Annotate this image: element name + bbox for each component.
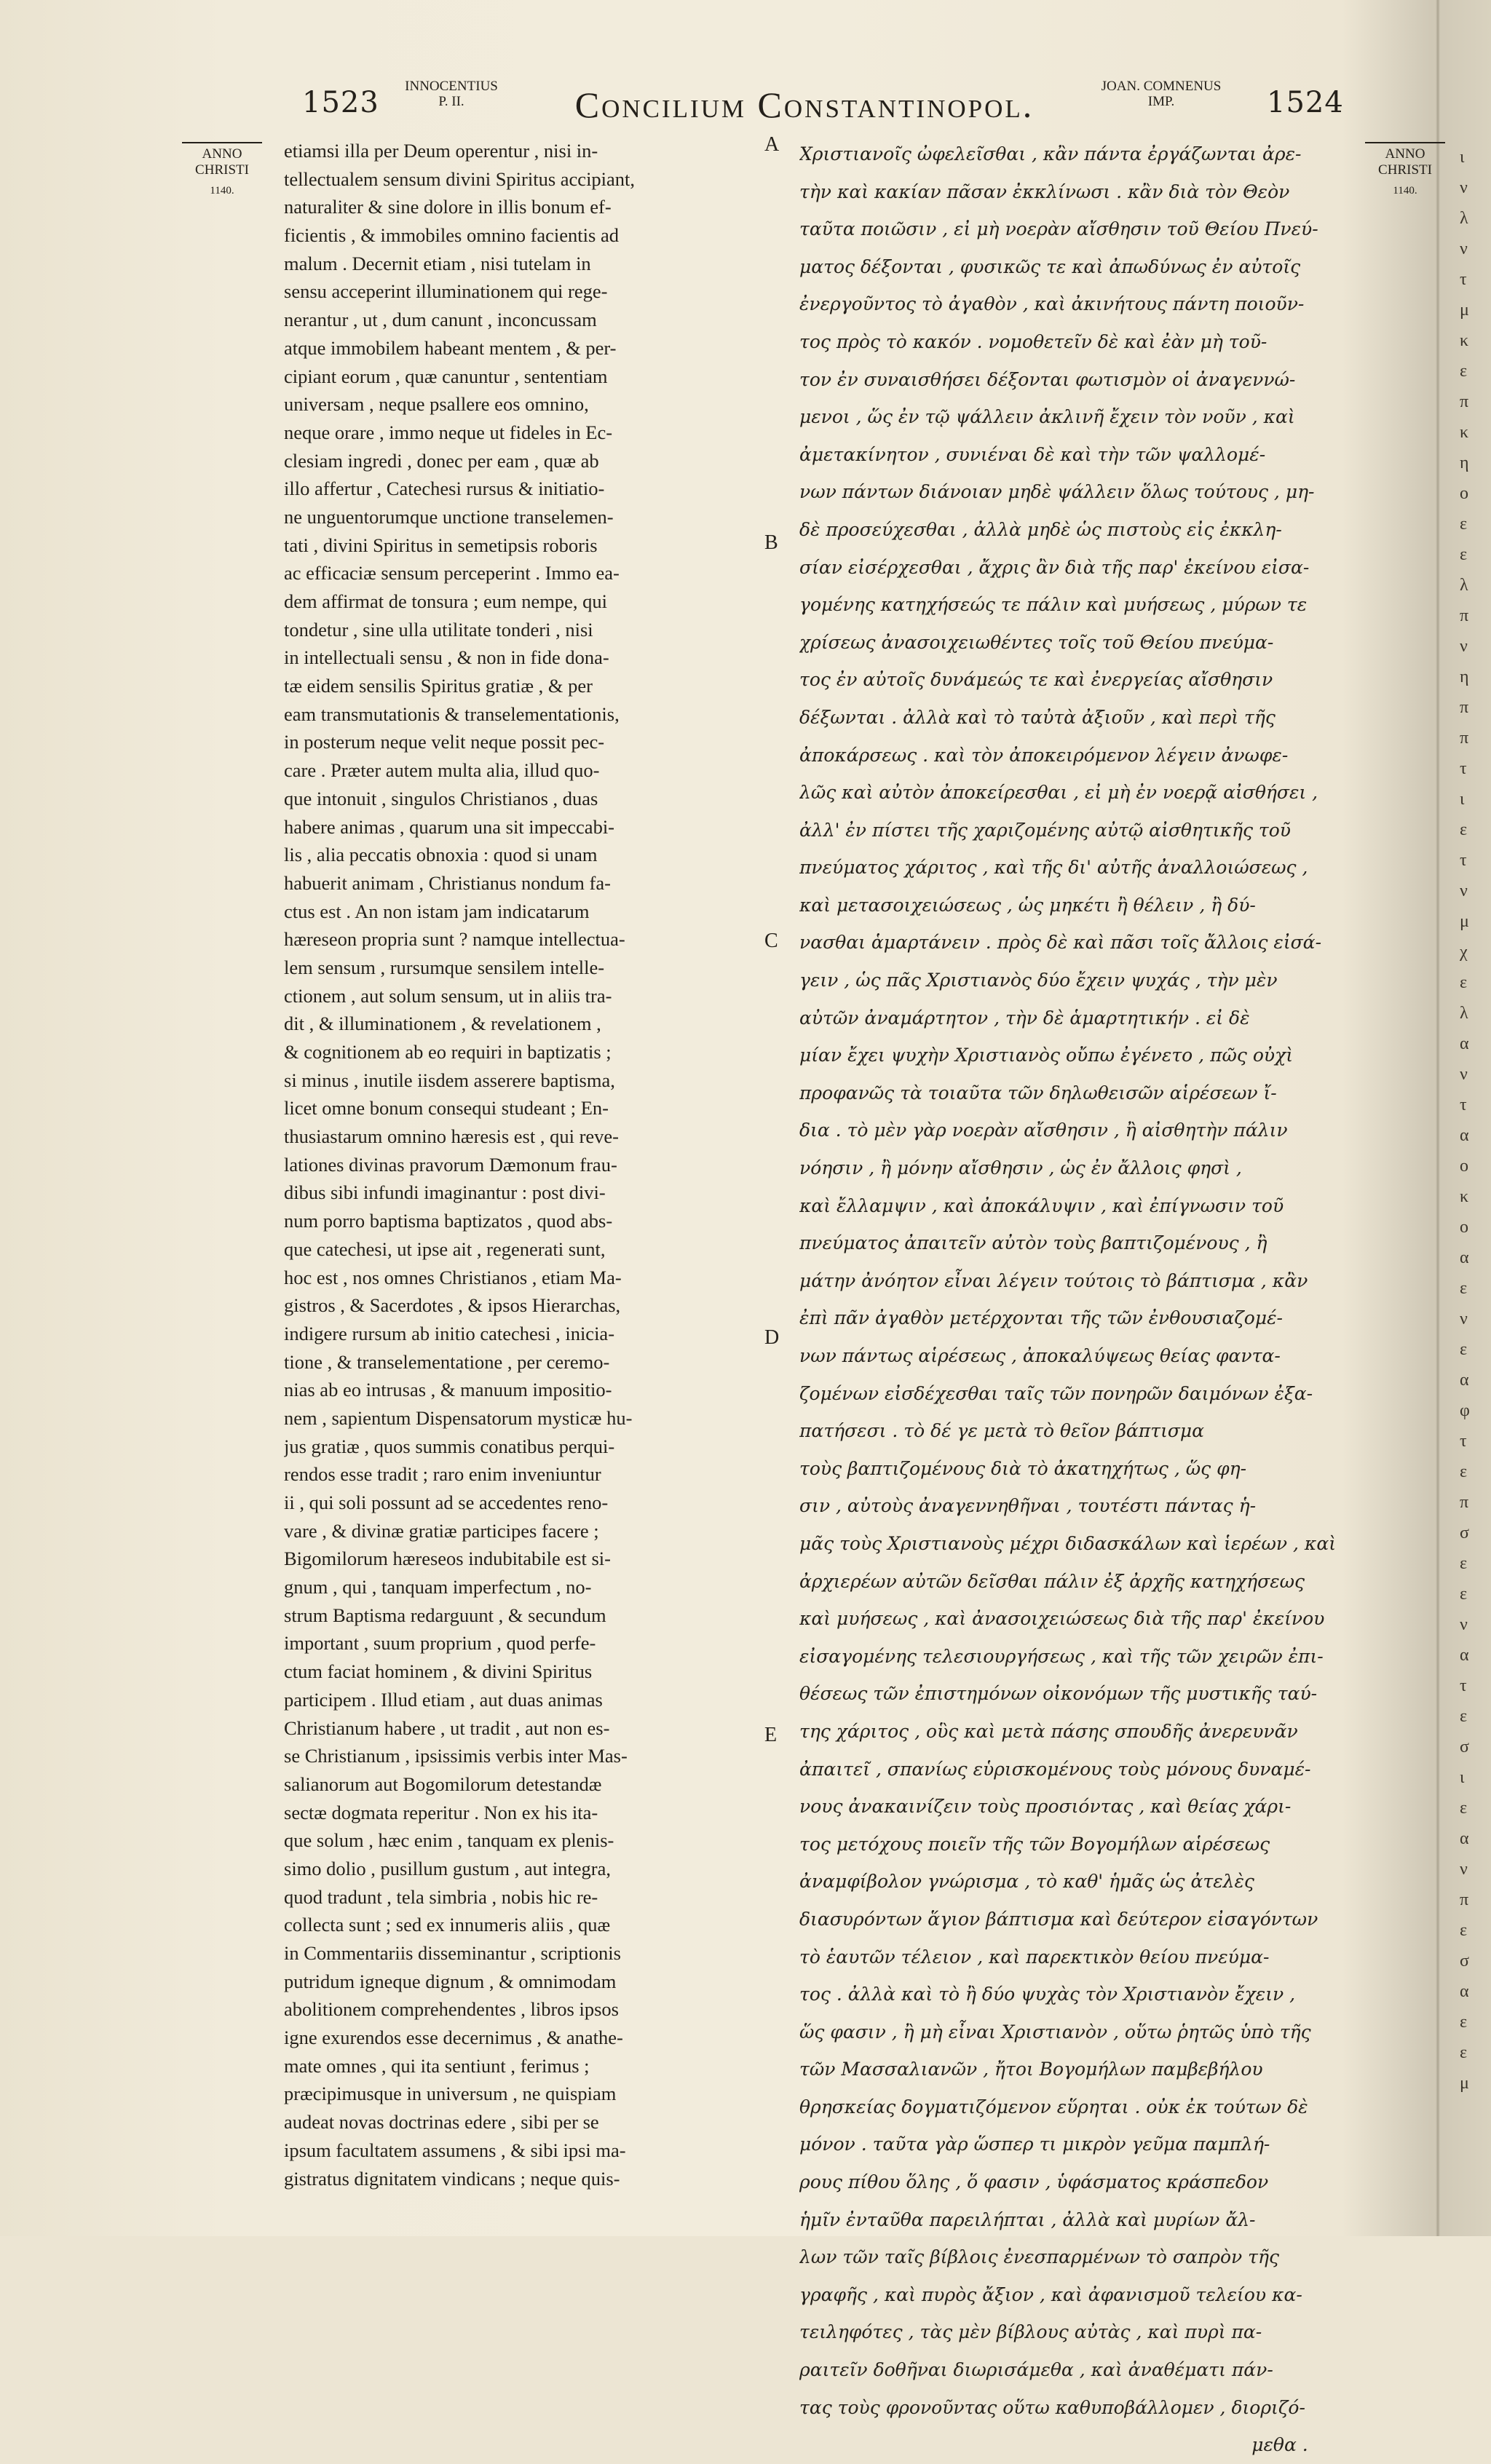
margin-note-right-anno: ANNO xyxy=(1385,146,1425,162)
latin-text-line: mate omnes , qui ita sentiunt , ferimus ; xyxy=(284,2054,590,2077)
latin-text-line: rendos esse tradit ; raro enim inveniuntur xyxy=(284,1463,601,1486)
greek-text-line: νασθαι ἁμαρτάνειν . πρὸς δὲ καὶ πᾶσι τοῖς ἄλλοις εἰσά- xyxy=(799,932,1322,954)
section-letter-e: E xyxy=(764,1724,778,1746)
greek-text-line: της χάριτος , οὓς καὶ μετὰ πάσης σπουδῆς ἀνερευνᾶν xyxy=(799,1720,1298,1742)
edge-fragment: ε xyxy=(1460,2043,1468,2062)
latin-text-line: in posterum neque velit neque possit pec- xyxy=(284,731,605,753)
latin-text-line: tellectualem sensum divini Spiritus accipiant, xyxy=(284,167,636,190)
header-emperor-title: IMP. xyxy=(1147,94,1175,109)
greek-text-line: τος μετόχους ποιεῖν τῆς τῶν Βογομήλων αἱρέσεως xyxy=(799,1833,1270,1855)
greek-text-line: ἀρχιερέων αὐτῶν δεῖσθαι πάλιν ἐξ ἀρχῆς κατηχήσεως xyxy=(799,1570,1305,1592)
edge-fragment: ν xyxy=(1460,637,1468,656)
latin-text-line: in intellectuali sensu , & non in fide dona- xyxy=(284,646,609,669)
page-number-right: 1524 xyxy=(1267,86,1344,119)
header-pope-number: P. II. xyxy=(438,94,464,109)
edge-fragment: ν xyxy=(1460,882,1468,900)
edge-fragment: η xyxy=(1460,668,1469,686)
edge-fragment: σ xyxy=(1460,1952,1469,1970)
greek-text-line: ταῦτα ποιῶσιν , εἰ μὴ νοερὰν αἴσθησιν τοῦ Θείου Πνεύ- xyxy=(799,218,1318,240)
edge-fragment: α xyxy=(1460,1126,1469,1145)
latin-text-line: vare , & divinæ gratiæ participes facere ; xyxy=(284,1519,599,1542)
edge-fragment: σ xyxy=(1460,1738,1469,1756)
edge-fragment: ε xyxy=(1460,1585,1468,1604)
latin-text-line: dibus sibi infundi imaginantur : post divi- xyxy=(284,1181,606,1204)
greek-text-line: ματος δέξονται , φυσικῶς τε καὶ ἀπωδύνως ἐν αὐτοῖς xyxy=(799,255,1301,277)
latin-text-line: audeat novas doctrinas edere , sibi per se xyxy=(284,2111,599,2134)
greek-text-line: νόησιν , ἢ μόνην αἴσθησιν , ὡς ἐν ἄλλοις φησὶ , xyxy=(799,1157,1242,1179)
greek-text-line: ραιτεῖν δοθῆναι διωρισάμεθα , καὶ ἀναθέματι πάν- xyxy=(799,2359,1273,2381)
latin-text-line: gnum , qui , tanquam imperfectum , no- xyxy=(284,1576,592,1599)
edge-fragment: ο xyxy=(1460,1157,1468,1176)
margin-note-left-year: 1140. xyxy=(210,185,234,197)
latin-text-line: lem sensum , rursumque sensilem intelle- xyxy=(284,956,605,978)
margin-note-left xyxy=(182,142,262,199)
latin-text-line: atque immobilem habeant mentem , & per- xyxy=(284,336,617,359)
edge-fragment: η xyxy=(1460,453,1469,472)
header-emperor-name: JOAN. COMNENUS xyxy=(1101,79,1222,94)
greek-text-line: τῶν Μασσαλιανῶν , ἤτοι Βογομήλων παμβεβήλου xyxy=(799,2059,1263,2080)
latin-text-line: ctum faciat hominem , & divini Spiritus xyxy=(284,1660,593,1683)
latin-text-line: ne unguentorumque unctione transelemen- xyxy=(284,505,614,528)
edge-fragment: μ xyxy=(1460,912,1469,931)
latin-text-line: important , suum proprium , quod perfe- xyxy=(284,1632,596,1655)
latin-text-line: care . Præter autem multa alia, illud quo- xyxy=(284,759,600,782)
latin-text-line: etiamsi illa per Deum operentur , nisi in- xyxy=(284,140,598,162)
latin-text-line: habere animas , quarum una sit impeccabi- xyxy=(284,815,615,838)
greek-text-line: διασυρόντων ἅγιον βάπτισμα καὶ δεύτερον εἰσαγόντων xyxy=(799,1908,1318,1930)
greek-text-line: Χριστιανοῖς ὠφελεῖσθαι , κἂν πάντα ἐργάζωνται ἀρε- xyxy=(799,143,1302,165)
greek-text-line: γειν , ὡς πᾶς Χριστιανὸς δύο ἔχειν ψυχάς , τὴν μὲν xyxy=(799,970,1278,991)
latin-text-line: indigere rursum ab initio catechesi , inicia- xyxy=(284,1322,615,1344)
edge-fragment: ε xyxy=(1460,545,1468,564)
greek-text-line: χρίσεως ἀνασοιχειωθέντες τοῖς τοῦ Θείου πνεύμα- xyxy=(799,631,1274,653)
latin-text-line: nerantur , ut , dum canunt , inconcussam xyxy=(284,309,597,331)
latin-text-column xyxy=(284,137,786,2192)
latin-text-line: nem , sapientum Dispensatorum mysticæ hu- xyxy=(284,1406,633,1429)
edge-fragment: ε xyxy=(1460,1279,1468,1298)
greek-text-line: τος πρὸς τὸ κακόν . νομοθετεῖν δὲ καὶ ἐὰν μὴ τοῦ- xyxy=(799,330,1267,352)
latin-text-line: sectæ dogmata reperitur . Non ex his ita- xyxy=(284,1801,598,1823)
greek-text-line: λων τῶν ταῖς βίβλοις ἐνεσπαρμένων τὸ σαπρὸν τῆς xyxy=(799,2246,1279,2268)
latin-text-line: ipsum facultatem assumens , & sibi ipsi ma- xyxy=(284,2139,626,2161)
greek-text-line: τος ἐν αὐτοῖς δυνάμεώς τε καὶ ἐνεργείας αἴσθησιν xyxy=(799,669,1273,691)
greek-text-line: δὲ προσεύχεσθαι , ἀλλὰ μηδὲ ὡς πιστοὺς εἰς ἐκκλη- xyxy=(799,518,1282,540)
greek-text-column xyxy=(799,135,1353,2464)
edge-fragment: ε xyxy=(1460,973,1468,992)
latin-text-line: que catechesi, ut ipse ait , regenerati sunt, xyxy=(284,1237,606,1260)
margin-note-right-year: 1140. xyxy=(1393,185,1417,197)
greek-text-line: σιν , αὐτοὺς ἀναγεννηθῆναι , τουτέστι πάντας ἡ- xyxy=(799,1495,1257,1517)
greek-text-line: θέσεως τῶν ἐπιστημόνων οἰκονόμων τῆς μυστικῆς ταύ- xyxy=(799,1683,1318,1705)
greek-text-line: θρησκείας δογματιζόμενον εὕρηται . οὐκ ἐκ τούτων δὲ xyxy=(799,2096,1308,2118)
edge-fragment: ε xyxy=(1460,1462,1468,1481)
greek-text-line: τὴν καὶ κακίαν πᾶσαν ἐκκλίνωσι . κἂν διὰ τὸν Θεὸν xyxy=(799,181,1290,202)
greek-text-line: ὥς φασιν , ἢ μὴ εἶναι Χριστιανὸν , οὕτω ῥητῶς ὑπὸ τῆς xyxy=(799,2021,1311,2043)
latin-text-line: thusiastarum omnino hæresis est , qui reve- xyxy=(284,1125,619,1148)
margin-note-left-christi: CHRISTI xyxy=(195,162,249,178)
greek-text-line: τον ἐν συναισθήσει δέξονται φωτισμὸν οἱ ἀναγεννώ- xyxy=(799,368,1296,390)
greek-text-line: γραφῆς , καὶ πυρὸς ἄξιον , καὶ ἀφανισμοῦ τελείου κα- xyxy=(799,2283,1302,2305)
edge-fragment: ε xyxy=(1460,362,1468,381)
latin-text-line: salianorum aut Bogomilorum detestandæ xyxy=(284,1772,602,1795)
latin-text-line: naturaliter & sine dolore in illis bonum ef- xyxy=(284,196,612,218)
greek-text-line: νους ἀνακαινίζειν τοὺς προσιόντας , καὶ θείας χάρι- xyxy=(799,1796,1292,1818)
latin-text-line: tæ eidem sensilis Spiritus gratiæ , & per xyxy=(284,675,593,697)
greek-text-line: τοὺς βαπτιζομένους διὰ τὸ ἀκατηχήτως , ὥς φη- xyxy=(799,1457,1247,1479)
latin-text-line: malum . Decernit etiam , nisi tutelam in xyxy=(284,252,591,274)
latin-text-line: clesiam ingredi , donec per eam , quæ ab xyxy=(284,449,599,472)
greek-text-line: προφανῶς τὰ τοιαῦτα τῶν δηλωθεισῶν αἱρέσεων ἴ- xyxy=(799,1082,1277,1104)
latin-text-line: jus gratiæ , quos summis conatibus perqui- xyxy=(284,1435,615,1457)
section-letter-b: B xyxy=(764,531,778,554)
latin-text-line: abolitionem comprehendentes , libros ipsos xyxy=(284,1998,619,2021)
edge-fragment: σ xyxy=(1460,1524,1469,1542)
greek-text-line: ρους πίθου ὅλης , ὅ φασιν , ὑφάσματος κράσπεδον xyxy=(799,2171,1269,2193)
latin-text-line: lationes divinas pravorum Dæmonum frau- xyxy=(284,1153,617,1176)
latin-text-line: tione , & transelementatione , per ceremo- xyxy=(284,1350,610,1373)
greek-text-line: αὐτῶν ἀναμάρτητον , τὴν δὲ ἁμαρτητικήν . εἰ δὲ xyxy=(799,1007,1250,1029)
edge-fragment: κ xyxy=(1460,423,1469,442)
edge-fragment: ο xyxy=(1460,484,1468,503)
edge-fragment: ν xyxy=(1460,1860,1468,1879)
greek-text-line: μεθα . xyxy=(1251,2434,1308,2456)
greek-text-line: σίαν εἰσέρχεσθαι , ἄχρις ἂν διὰ τῆς παρ' ἐκείνου εἰσα- xyxy=(799,556,1310,578)
latin-text-line: simo dolio , pusillum gustum , aut integra, xyxy=(284,1857,612,1879)
edge-fragment: ε xyxy=(1460,1554,1468,1573)
latin-text-line: participem . Illud etiam , aut duas animas xyxy=(284,1688,603,1711)
edge-fragment: α xyxy=(1460,1982,1469,2001)
latin-text-line: eam transmutationis & transelementationis, xyxy=(284,702,620,725)
latin-text-line: putridum igneque dignum , & omnimodam xyxy=(284,1970,617,1992)
greek-text-line: μόνον . ταῦτα γὰρ ὥσπερ τι μικρὸν γεῦμα παμπλή- xyxy=(799,2134,1270,2155)
edge-fragment: ε xyxy=(1460,820,1468,839)
edge-fragment: α xyxy=(1460,1248,1469,1267)
edge-fragment: ν xyxy=(1460,178,1468,197)
edge-fragment: τ xyxy=(1460,851,1467,870)
latin-text-line: hoc est , nos omnes Christianos , etiam Ma- xyxy=(284,1266,622,1288)
greek-text-line: τειληφότες , τὰς μὲν βίβλους αὐτὰς , καὶ πυρὶ πα- xyxy=(799,2321,1262,2343)
latin-text-line: præcipimusque in universum , ne quispiam xyxy=(284,2083,617,2105)
latin-text-line: nias ab eo intrusas , & manuum impositio- xyxy=(284,1379,612,1401)
edge-fragment: π xyxy=(1460,606,1469,625)
greek-text-line: ἀμετακίνητον , συνιέναι δὲ καὶ τὴν τῶν ψαλλομέ- xyxy=(799,443,1266,465)
edge-fragment: τ xyxy=(1460,1676,1467,1695)
edge-fragment: τ xyxy=(1460,270,1467,289)
edge-fragment: α xyxy=(1460,1034,1469,1053)
greek-text-line: νων πάντων διάνοιαν μηδὲ ψάλλειν ὅλως τούτους , μη- xyxy=(799,481,1315,503)
greek-text-line: πνεύματος χάριτος , καὶ τῆς δι' αὐτῆς ἀναλλοιώσεως , xyxy=(799,857,1308,879)
greek-text-line: ἀλλ' ἐν πίστει τῆς χαριζομένης αὐτῷ αἰσθητικῆς τοῦ xyxy=(799,819,1291,841)
edge-fragment: π xyxy=(1460,392,1469,411)
latin-text-line: neque orare , immo neque ut fideles in Ec- xyxy=(284,421,613,443)
edge-fragment: κ xyxy=(1460,1187,1469,1206)
edge-fragment: λ xyxy=(1460,1004,1468,1023)
latin-text-line: ctus est . An non istam jam indicatarum xyxy=(284,900,590,922)
edge-fragment: π xyxy=(1460,1890,1469,1909)
margin-note-right xyxy=(1365,142,1445,199)
edge-fragment: ν xyxy=(1460,239,1468,258)
greek-text-line: τος . ἀλλὰ καὶ τὸ ἢ δύο ψυχὰς τὸν Χριστιανὸν ἔχειν , xyxy=(799,1984,1296,2005)
greek-text-line: λῶς καὶ αὐτὸν ἀποκείρεσθαι , εἰ μὴ ἐν νοερᾷ αἰσθήσει , xyxy=(799,782,1318,804)
latin-text-line: sensu acceperint illuminationem qui rege- xyxy=(284,280,608,303)
greek-text-line: καὶ ἔλλαμψιν , καὶ ἀποκάλυψιν , καὶ ἐπίγνωσιν τοῦ xyxy=(799,1195,1284,1216)
edge-fragment: χ xyxy=(1460,943,1468,962)
latin-text-line: gistratus dignitatem vindicans ; neque quis- xyxy=(284,2167,620,2190)
section-letter-a: A xyxy=(764,133,780,156)
latin-text-line: lis , alia peccatis obnoxia : quod si unam xyxy=(284,844,598,866)
edge-fragment: μ xyxy=(1460,2074,1469,2093)
greek-text-line: μενοι , ὥς ἐν τῷ ψάλλειν ἀκλινῆ ἔχειν τὸν νοῦν , καὶ xyxy=(799,406,1295,428)
running-title: Concilium Constantinopol. xyxy=(574,84,1035,125)
latin-text-line: ii , qui soli possunt ad se accedentes reno- xyxy=(284,1492,609,1513)
edge-fragment: ν xyxy=(1460,1065,1468,1084)
greek-text-line: μίαν ἔχει ψυχὴν Χριστιανὸς οὔπω ἐγένετο , πῶς οὐχὶ xyxy=(799,1045,1294,1066)
greek-text-line: δέξωνται . ἀλλὰ καὶ τὸ ταὐτὰ ἀξιοῦν , καὶ περὶ τῆς xyxy=(799,706,1276,728)
edge-fragment: ε xyxy=(1460,1799,1468,1818)
greek-text-line: καὶ μυήσεως , καὶ ἀνασοιχειώσεως διὰ τῆς παρ' ἐκείνου xyxy=(799,1608,1325,1630)
latin-text-line: que intonuit , singulos Christianos , duas xyxy=(284,787,598,809)
header-pope xyxy=(386,79,517,109)
edge-fragment: π xyxy=(1460,729,1469,748)
edge-fragment: μ xyxy=(1460,301,1469,320)
latin-text-line: gistros , & Sacerdotes , & ipsos Hierarchas, xyxy=(284,1294,621,1317)
margin-note-left-anno: ANNO xyxy=(202,146,242,162)
greek-text-line: δια . τὸ μὲν γὰρ νοερὰν αἴσθησιν , ἢ αἰσθητὴν πάλιν xyxy=(799,1120,1288,1141)
latin-text-line: ctionem , aut solum sensum, ut in aliis tra- xyxy=(284,984,612,1007)
latin-text-line: que solum , hæc enim , tanquam ex plenis- xyxy=(284,1829,614,1852)
edge-fragment: λ xyxy=(1460,576,1468,595)
greek-text-line: ἀπαιτεῖ , σπανίως εὑρισκομένους τοὺς μόνους δυναμέ- xyxy=(799,1758,1311,1780)
latin-text-line: collecta sunt ; sed ex innumeris aliis , quæ xyxy=(284,1914,611,1936)
latin-text-line: Christianum habere , ut tradit , aut non es- xyxy=(284,1716,610,1739)
edge-fragment: τ xyxy=(1460,1096,1467,1114)
latin-text-line: illo affertur , Catechesi rursus & initiatio- xyxy=(284,478,605,500)
latin-text-line: ficientis , & immobiles omnino facientis ad xyxy=(284,224,619,247)
greek-text-line: ἐπὶ πᾶν ἀγαθὸν μετέρχονται τῆς τῶν ἐνθουσιαζομέ- xyxy=(799,1307,1283,1329)
greek-text-line: ἀναμφίβολον γνώρισμα , τὸ καθ' ἡμᾶς ὡς ἀτελὲς xyxy=(799,1871,1254,1893)
edge-fragment: ο xyxy=(1460,1218,1468,1237)
latin-text-line: num porro baptisma baptizatos , quod abs- xyxy=(284,1210,613,1232)
greek-text-line: ἡμῖν ἐνταῦθα παρειλήπται , ἀλλὰ καὶ μυρίων ἄλ- xyxy=(799,2209,1256,2230)
greek-text-line: τὸ ἑαυτῶν τέλειον , καὶ παρεκτικὸν θείου πνεύμα- xyxy=(799,1946,1270,1968)
latin-text-line: universam , neque psallere eos omnino, xyxy=(284,393,589,416)
edge-fragment: ε xyxy=(1460,1921,1468,1940)
edge-fragment: ε xyxy=(1460,1707,1468,1726)
latin-text-line: hæreseon propria sunt ? namque intellectua- xyxy=(284,928,625,951)
greek-text-line: ἐνεργοῦντος τὸ ἀγαθὸν , καὶ ἀκινήτους πάντη ποιοῦν- xyxy=(799,293,1305,315)
edge-fragment: ε xyxy=(1460,1340,1468,1359)
latin-text-line: strum Baptisma redarguunt , & secundum xyxy=(284,1604,606,1626)
latin-text-line: cipiant eorum , quæ canuntur , sententiam xyxy=(284,365,608,387)
edge-fragment: ε xyxy=(1460,2013,1468,2032)
page-number-left: 1523 xyxy=(302,86,379,119)
greek-text-line: τας τοὺς φρονοῦντας οὕτω καθυποβάλλομεν , διοριζό- xyxy=(799,2396,1305,2418)
latin-text-line: Bigomilorum hæreseos indubitabile est si- xyxy=(284,1548,611,1570)
latin-text-line: licet omne bonum consequi studeant ; En- xyxy=(284,1097,609,1120)
edge-fragment: ι xyxy=(1460,790,1465,809)
greek-text-line: μᾶς τοὺς Χριστιανοὺς μέχρι διδασκάλων καὶ ἱερέων , καὶ xyxy=(799,1532,1336,1554)
edge-fragment: π xyxy=(1460,1493,1469,1512)
greek-text-line: ζομένων εἰσδέχεσθαι ταῖς τῶν πονηρῶν δαιμόνων ἐξα- xyxy=(799,1382,1313,1404)
latin-text-line: habuerit animam , Christianus nondum fa- xyxy=(284,871,611,894)
latin-text-line: si minus , inutile iisdem asserere baptisma, xyxy=(284,1069,615,1091)
edge-fragment: π xyxy=(1460,698,1469,717)
latin-text-line: se Christianum , ipsissimis verbis inter Mas- xyxy=(284,1745,628,1767)
greek-text-line: καὶ μετασοιχειώσεως , ὡς μηκέτι ἢ θέλειν , ἢ δύ- xyxy=(799,894,1256,916)
edge-fragment: κ xyxy=(1460,331,1469,350)
edge-fragment: τ xyxy=(1460,1432,1467,1451)
edge-fragment: α xyxy=(1460,1829,1469,1848)
edge-fragment: ι xyxy=(1460,1768,1465,1787)
edge-fragment: ν xyxy=(1460,1615,1468,1634)
greek-text-line: εἰσαγομένης τελεσιουργήσεως , καὶ τῆς τῶν χειρῶν ἐπι- xyxy=(799,1645,1324,1667)
edge-fragment: ε xyxy=(1460,515,1468,534)
greek-text-line: μάτην ἀνόητον εἶναι λέγειν τούτοις τὸ βάπτισμα , κἂν xyxy=(799,1269,1308,1291)
page-gutter-shadow xyxy=(1436,0,1440,2236)
section-letter-d: D xyxy=(764,1326,780,1349)
edge-fragment: α xyxy=(1460,1646,1469,1665)
latin-text-line: igne exurendos esse decernimus , & anathe- xyxy=(284,2027,623,2049)
latin-text-line: & cognitionem ab eo requiri in baptizatis ; xyxy=(284,1041,612,1063)
latin-text-line: ac efficaciæ sensum perceperint . Immo ea- xyxy=(284,562,620,585)
latin-text-line: dit , & illuminationem , & revelationem , xyxy=(284,1013,601,1035)
greek-text-line: ἀποκάρσεως . καὶ τὸν ἀποκειρόμενον λέγειν ἀνωφε- xyxy=(799,744,1289,766)
edge-fragment: φ xyxy=(1460,1401,1470,1420)
margin-note-right-christi: CHRISTI xyxy=(1378,162,1432,178)
greek-text-line: γομένης κατηχήσεώς τε πάλιν καὶ μυήσεως , μύρων τε xyxy=(799,594,1308,616)
header-pope-name: INNOCENTIUS xyxy=(405,79,498,94)
edge-fragment: ι xyxy=(1460,148,1465,167)
latin-text-line: in Commentariis disseminantur , scriptionis xyxy=(284,1942,621,1964)
header-emperor xyxy=(1077,79,1245,109)
next-page-edge-strip xyxy=(1460,142,1491,2099)
greek-text-line: νων πάντως αἱρέσεως , ἀποκαλύψεως θείας φαντα- xyxy=(799,1345,1281,1366)
section-letter-c: C xyxy=(764,930,778,952)
greek-text-line: πατήσεσι . τὸ δέ γε μετὰ τὸ θεῖον βάπτισμα xyxy=(799,1420,1205,1442)
edge-fragment: λ xyxy=(1460,209,1468,228)
edge-fragment: τ xyxy=(1460,759,1467,778)
greek-text-line: πνεύματος ἀπαιτεῖν αὐτὸν τοὺς βαπτιζομένους , ἢ xyxy=(799,1232,1267,1254)
edge-fragment: α xyxy=(1460,1371,1469,1390)
latin-text-line: tondetur , sine ulla utilitate tonderi , nisi xyxy=(284,618,593,641)
edge-fragment: ν xyxy=(1460,1310,1468,1328)
latin-text-line: dem affirmat de tonsura ; eum nempe, qui xyxy=(284,590,607,612)
latin-text-line: tati , divini Spiritus in semetipsis roboris xyxy=(284,534,598,556)
latin-text-line: quod tradunt , tela simbria , nobis hic re- xyxy=(284,1885,598,1908)
